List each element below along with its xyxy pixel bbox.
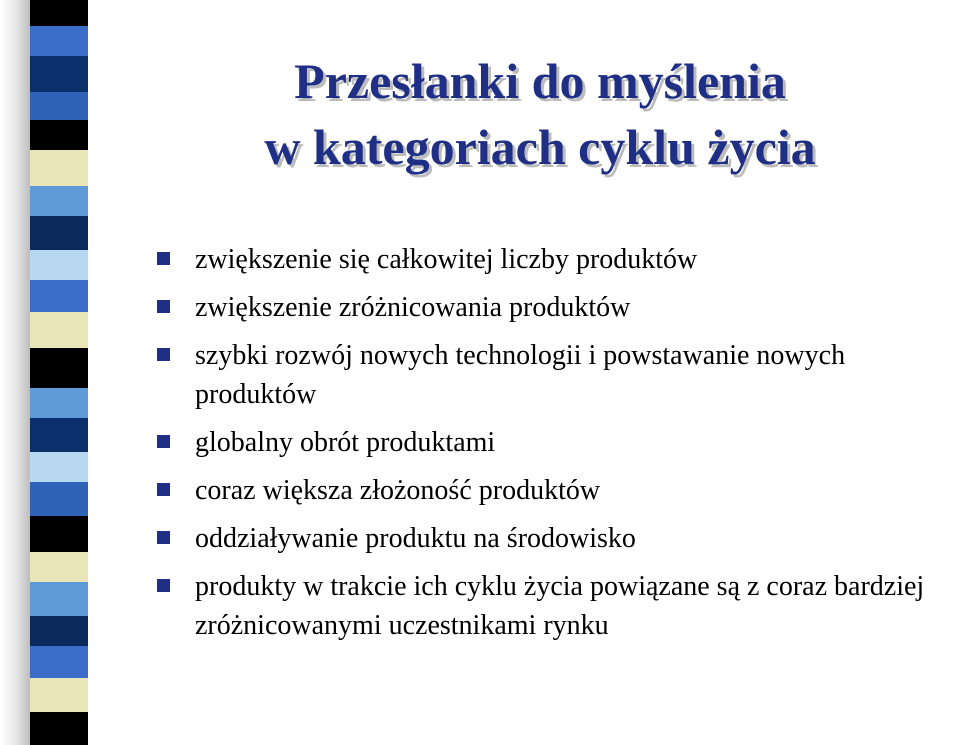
stripe-block: [30, 582, 88, 616]
bullet-item: [155, 240, 955, 279]
bullet-text: zwiększenie się całkowitej liczby produktów: [195, 244, 698, 275]
bullet-text: oddziaływanie produktu na środowisko: [195, 523, 636, 554]
slide-title-line-1: Przesłanki do myślenia: [294, 53, 786, 109]
stripe-block: [30, 26, 88, 56]
bullet-item: [155, 471, 955, 510]
slide-title-line-2: w kategoriach cyklu życia: [264, 119, 816, 175]
square-bullet-icon: [157, 435, 170, 448]
bullet-text: szybki rozwój nowych technologii i powstawanie nowych produktów: [195, 340, 846, 410]
bullet-item: [155, 519, 955, 558]
bullet-item: [155, 423, 955, 462]
stripe-block: [30, 216, 88, 250]
decorative-stripe-panel: [0, 0, 100, 745]
stripe-block: [30, 616, 88, 646]
bullet-item: [155, 288, 955, 327]
stripe-block: [30, 92, 88, 120]
square-bullet-icon: [157, 579, 170, 592]
stripe-block: [30, 150, 88, 186]
bullet-list: [155, 240, 955, 654]
stripe-block: [30, 516, 88, 552]
stripe-block: [30, 312, 88, 348]
bullet-item: [155, 336, 955, 414]
stripe-block: [30, 646, 88, 678]
bullet-text: zwiększenie zróżnicowania produktów: [195, 292, 631, 323]
stripe-shadow: [0, 0, 30, 745]
stripe-block: [30, 418, 88, 452]
stripe-block: [30, 56, 88, 92]
bullet-item: [155, 567, 955, 645]
bullet-text: produkty w trakcie ich cyklu życia powiązane są z coraz bardziej zróżnicowanymi uczestnikami rynku: [195, 571, 925, 641]
square-bullet-icon: [157, 300, 170, 313]
stripe-block: [30, 388, 88, 418]
bullet-text: globalny obrót produktami: [195, 427, 496, 458]
stripe-block: [30, 552, 88, 582]
stripe-block: [30, 678, 88, 712]
square-bullet-icon: [157, 252, 170, 265]
stripe-block: [30, 0, 88, 26]
stripe-block: [30, 250, 88, 280]
slide-title: [160, 48, 920, 180]
square-bullet-icon: [157, 531, 170, 544]
square-bullet-icon: [157, 483, 170, 496]
stripe-block: [30, 186, 88, 216]
stripe-block: [30, 280, 88, 312]
square-bullet-icon: [157, 348, 170, 361]
stripe-block: [30, 348, 88, 388]
color-block-stripe: [30, 0, 88, 745]
stripe-block: [30, 712, 88, 745]
stripe-block: [30, 482, 88, 516]
stripe-block: [30, 452, 88, 482]
bullet-text: coraz większa złożoność produktów: [195, 475, 601, 506]
stripe-block: [30, 120, 88, 150]
